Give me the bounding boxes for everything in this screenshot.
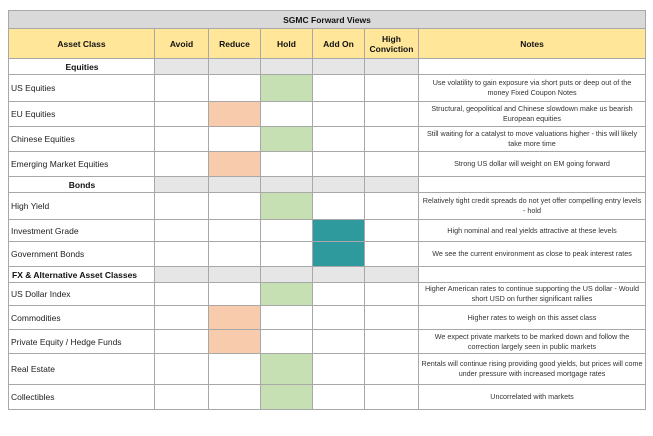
view-cell-reduce xyxy=(209,283,261,306)
view-marker-reduce xyxy=(209,306,261,330)
view-cell-add-on xyxy=(313,127,365,152)
view-cell-reduce xyxy=(209,242,261,267)
notes-cell: Higher rates to weigh on this asset class xyxy=(419,306,646,330)
view-cell-avoid xyxy=(155,242,209,267)
table-row xyxy=(9,75,646,102)
view-cell-high-conviction xyxy=(365,242,419,267)
notes-cell: Strong US dollar will weight on EM going forward xyxy=(419,152,646,177)
view-cell-avoid xyxy=(155,385,209,410)
view-cell-hold xyxy=(261,102,313,127)
view-cell-hold xyxy=(261,152,313,177)
header-avoid: Avoid xyxy=(155,29,209,59)
section-notes-cell xyxy=(419,59,646,75)
header-notes: Notes xyxy=(419,29,646,59)
table-row xyxy=(9,152,646,177)
section-name: Equities xyxy=(65,61,99,72)
table-row xyxy=(9,385,646,410)
view-cell-avoid xyxy=(155,306,209,330)
view-marker-hold xyxy=(261,193,313,220)
view-cell-avoid xyxy=(155,220,209,242)
view-cell-add-on xyxy=(313,283,365,306)
header-add-on: Add On xyxy=(313,29,365,59)
table-row xyxy=(9,354,646,385)
view-cell-high-conviction xyxy=(365,75,419,102)
view-cell-high-conviction xyxy=(365,220,419,242)
view-cell-reduce xyxy=(209,193,261,220)
asset-class-cell: High Yield xyxy=(9,193,155,220)
section-fill-cell xyxy=(313,267,365,283)
notes-cell: Rentals will continue rising providing good yields, but prices will come under pressure with increased mortgage rates xyxy=(419,354,646,385)
section-name: Bonds xyxy=(68,179,96,190)
notes-cell: Higher American rates to continue supporting the US dollar - Would short USD on further significant rallies xyxy=(419,283,646,306)
view-cell-add-on xyxy=(313,193,365,220)
section-fill-cell xyxy=(209,177,261,193)
table-row xyxy=(9,283,646,306)
asset-class-cell: Real Estate xyxy=(9,354,155,385)
view-cell-reduce xyxy=(209,127,261,152)
asset-class-cell: Government Bonds xyxy=(9,242,155,267)
view-cell-add-on xyxy=(313,102,365,127)
view-marker-reduce xyxy=(209,102,261,127)
header-high-conviction: High Conviction xyxy=(365,29,419,59)
view-cell-hold xyxy=(261,330,313,354)
section-fill-cell xyxy=(155,267,209,283)
view-cell-avoid xyxy=(155,193,209,220)
section-fill-cell xyxy=(155,177,209,193)
section-fill-cell xyxy=(261,59,313,75)
section-row xyxy=(9,59,646,75)
view-cell-add-on xyxy=(313,152,365,177)
view-cell-avoid xyxy=(155,127,209,152)
asset-class-cell: Collectibles xyxy=(9,385,155,410)
view-cell-reduce xyxy=(209,354,261,385)
asset-class-cell: Chinese Equities xyxy=(9,127,155,152)
header-row xyxy=(9,29,646,59)
section-fill-cell xyxy=(261,267,313,283)
section-fill-cell xyxy=(365,59,419,75)
view-cell-high-conviction xyxy=(365,330,419,354)
section-fill-cell xyxy=(365,267,419,283)
section-fill-cell xyxy=(209,59,261,75)
asset-class-cell: US Dollar Index xyxy=(9,283,155,306)
table-title: SGMC Forward Views xyxy=(9,11,646,29)
table-row xyxy=(9,242,646,267)
notes-cell: High nominal and real yields attractive at these levels xyxy=(419,220,646,242)
view-cell-hold xyxy=(261,220,313,242)
view-marker-hold xyxy=(261,127,313,152)
notes-cell: We expect private markets to be marked down and follow the correction largely seen in public markets xyxy=(419,330,646,354)
view-marker-hold xyxy=(261,283,313,306)
asset-class-cell: EU Equities xyxy=(9,102,155,127)
notes-cell: Uncorrelated with markets xyxy=(419,385,646,410)
section-fill-cell xyxy=(261,177,313,193)
notes-cell: Still waiting for a catalyst to move valuations higher - this will likely take more time xyxy=(419,127,646,152)
view-marker-reduce xyxy=(209,152,261,177)
notes-cell: We see the current environment as close to peak interest rates xyxy=(419,242,646,267)
notes-cell: Relatively tight credit spreads do not yet offer compelling entry levels - hold xyxy=(419,193,646,220)
section-notes-cell xyxy=(419,177,646,193)
section-label xyxy=(9,177,155,193)
table-row xyxy=(9,220,646,242)
view-cell-avoid xyxy=(155,354,209,385)
header-reduce: Reduce xyxy=(209,29,261,59)
section-label xyxy=(9,267,155,283)
section-fill-cell xyxy=(313,177,365,193)
view-cell-high-conviction xyxy=(365,152,419,177)
view-marker-hold xyxy=(261,385,313,410)
forward-views-table xyxy=(8,10,646,410)
section-fill-cell xyxy=(155,59,209,75)
view-cell-add-on xyxy=(313,75,365,102)
view-cell-high-conviction xyxy=(365,354,419,385)
view-cell-hold xyxy=(261,242,313,267)
header-hold: Hold xyxy=(261,29,313,59)
view-marker-reduce xyxy=(209,330,261,354)
table-row xyxy=(9,306,646,330)
view-cell-high-conviction xyxy=(365,193,419,220)
view-cell-avoid xyxy=(155,152,209,177)
header-asset-class: Asset Class xyxy=(9,29,155,59)
table-row xyxy=(9,127,646,152)
section-row xyxy=(9,267,646,283)
asset-class-cell: Emerging Market Equities xyxy=(9,152,155,177)
section-notes-cell xyxy=(419,267,646,283)
asset-class-cell: US Equities xyxy=(9,75,155,102)
section-row xyxy=(9,177,646,193)
view-cell-high-conviction xyxy=(365,385,419,410)
view-marker-hold xyxy=(261,75,313,102)
view-cell-high-conviction xyxy=(365,283,419,306)
view-cell-avoid xyxy=(155,75,209,102)
table-row xyxy=(9,193,646,220)
view-marker-hold xyxy=(261,354,313,385)
asset-class-cell: Private Equity / Hedge Funds xyxy=(9,330,155,354)
section-label xyxy=(9,59,155,75)
section-fill-cell xyxy=(313,59,365,75)
view-cell-add-on xyxy=(313,354,365,385)
view-cell-reduce xyxy=(209,220,261,242)
asset-class-cell: Investment Grade xyxy=(9,220,155,242)
view-marker-add-on xyxy=(313,220,365,242)
notes-cell: Use volatility to gain exposure via short puts or deep out of the money Fixed Coupon Notes xyxy=(419,75,646,102)
view-marker-add-on xyxy=(313,242,365,267)
view-cell-avoid xyxy=(155,102,209,127)
view-cell-hold xyxy=(261,306,313,330)
section-name: FX & Alternative Asset Classes xyxy=(12,269,138,280)
view-cell-high-conviction xyxy=(365,102,419,127)
notes-cell: Structural, geopolitical and Chinese slowdown make us bearish European equities xyxy=(419,102,646,127)
view-cell-high-conviction xyxy=(365,127,419,152)
view-cell-high-conviction xyxy=(365,306,419,330)
view-cell-avoid xyxy=(155,330,209,354)
section-fill-cell xyxy=(209,267,261,283)
view-cell-add-on xyxy=(313,330,365,354)
view-cell-reduce xyxy=(209,75,261,102)
section-fill-cell xyxy=(365,177,419,193)
asset-class-cell: Commodities xyxy=(9,306,155,330)
view-cell-avoid xyxy=(155,283,209,306)
table-row xyxy=(9,102,646,127)
table-row xyxy=(9,330,646,354)
view-cell-add-on xyxy=(313,385,365,410)
view-cell-add-on xyxy=(313,306,365,330)
view-cell-reduce xyxy=(209,385,261,410)
